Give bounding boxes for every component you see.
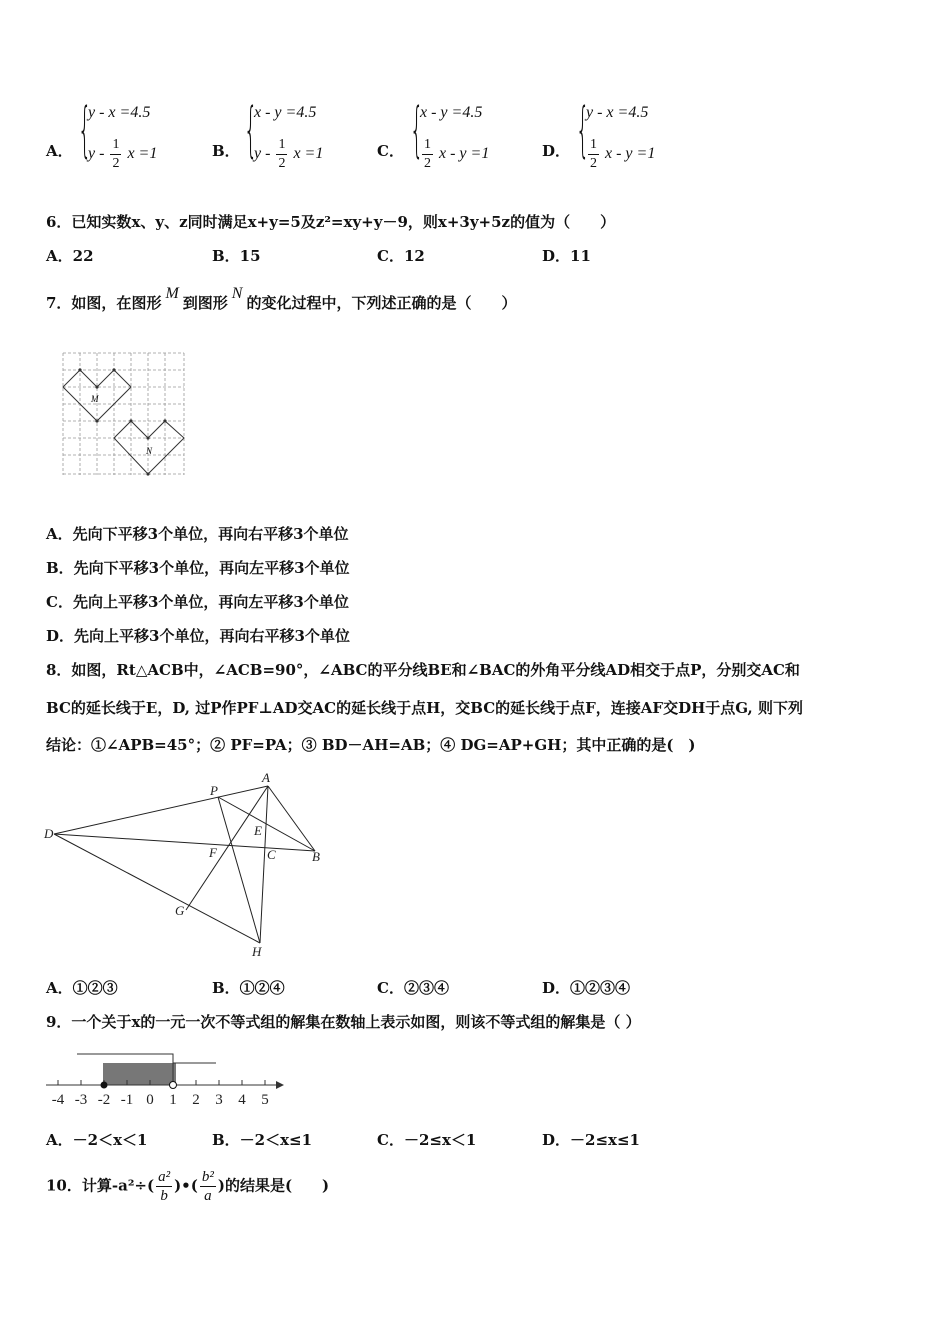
open-point-icon bbox=[170, 1082, 177, 1089]
q8-option-a: A．①②③ bbox=[46, 979, 118, 997]
q7-option-a: A．先向下平移3个单位，再向右平移3个单位 bbox=[46, 525, 349, 543]
brace-icon: { bbox=[576, 95, 590, 165]
brace-icon: { bbox=[410, 95, 424, 165]
label-b: B bbox=[312, 849, 320, 864]
svg-text:2: 2 bbox=[192, 1092, 200, 1108]
label-d: D bbox=[44, 826, 54, 841]
q8-option-d: D．①②③④ bbox=[542, 979, 631, 997]
q7-option-b: B．先向下平移3个单位，再向左平移3个单位 bbox=[46, 559, 350, 577]
q9-number-line bbox=[40, 1045, 300, 1115]
q10-stem: 10．计算-a²÷( $\frac{\text{a²}}{b}$ )•( $\frac{\text{b²}}{a}$ )的结果是( ) bbox=[46, 1169, 330, 1204]
q6-option-c: C．12 bbox=[377, 247, 425, 265]
q9-option-b: B．－2＜x≤1 bbox=[212, 1131, 313, 1149]
label-m: M bbox=[91, 394, 99, 404]
solution-shade bbox=[103, 1063, 176, 1085]
q5-option-a-label: A． bbox=[46, 142, 73, 160]
svg-text:5: 5 bbox=[261, 1092, 269, 1108]
svg-text:-4: -4 bbox=[51, 1092, 65, 1108]
q5-option-c-label: C． bbox=[377, 142, 404, 160]
q6-stem: 6．已知实数x、y、z同时满足x+y=5及z²=xy+y－9，则x+3y+5z的值为（ ） bbox=[46, 213, 616, 231]
q5-b-eq2: y - $\frac{1}{2}$ x =1 bbox=[254, 137, 324, 171]
svg-text:3: 3 bbox=[215, 1092, 223, 1108]
label-p: P bbox=[210, 783, 218, 798]
q5-option-b-label: B． bbox=[212, 142, 240, 160]
q9-option-a: A．－2＜x＜1 bbox=[46, 1131, 148, 1149]
q5-option-d-label: D． bbox=[542, 142, 571, 160]
q5-d-eq2: $\frac{1}{2}$ x - y =1 bbox=[590, 137, 656, 171]
label-a: A bbox=[262, 770, 270, 785]
svg-text:-2: -2 bbox=[97, 1092, 111, 1108]
q9-option-d: D．－2≤x≤1 bbox=[542, 1131, 640, 1149]
q8-stem-line1: 8．如图，Rt△ACB中，∠ACB=90°，∠ABC的平分线BE和∠BAC的外角平分线AD相交于点P，分别交AC和 bbox=[46, 661, 800, 679]
point-labels bbox=[43, 770, 320, 959]
q7-option-d: D．先向上平移3个单位，再向右平移3个单位 bbox=[46, 627, 350, 645]
q8-stem-line2: BC的延长线于E，D, 过P作PF⊥AD交AC的延长线于点H，交BC的延长线于点F，连接AF交DH于点G, 则下列 bbox=[46, 699, 803, 717]
vertex-dots bbox=[78, 368, 166, 475]
label-n: N bbox=[146, 446, 153, 456]
svg-text:1: 1 bbox=[169, 1092, 177, 1108]
svg-text:4: 4 bbox=[238, 1092, 246, 1108]
figure-lines bbox=[54, 786, 315, 943]
q5-c-eq1: x - y =4.5 bbox=[420, 104, 483, 121]
q6-option-a: A．22 bbox=[46, 247, 94, 265]
q8-triangle-figure bbox=[40, 765, 340, 965]
q8-option-c: C．②③④ bbox=[377, 979, 449, 997]
q8-stem-line3: 结论：①∠APB=45°；② PF=PA；③ BD－AH=AB；④ DG=AP+GH；其中正确的是( ) bbox=[46, 736, 696, 754]
svg-text:0: 0 bbox=[146, 1092, 154, 1108]
q8-option-b: B．①②④ bbox=[212, 979, 285, 997]
label-h: H bbox=[252, 944, 262, 959]
q5-a-eq1: y - x =4.5 bbox=[88, 104, 151, 121]
q7-stem: 7．如图，在图形M到图形N的变化过程中，下列述正确的是（ ） bbox=[46, 285, 517, 312]
label-e: E bbox=[254, 823, 262, 838]
tick-labels bbox=[52, 1092, 269, 1108]
q5-c-eq2: $\frac{1}{2}$ x - y =1 bbox=[424, 137, 490, 171]
arrow-right-icon bbox=[276, 1081, 284, 1089]
q5-b-eq1: x - y =4.5 bbox=[254, 104, 317, 121]
q7-grid-figure bbox=[60, 350, 190, 480]
svg-text:-3: -3 bbox=[74, 1092, 88, 1108]
brace-icon: { bbox=[244, 95, 258, 165]
label-g: G bbox=[175, 903, 185, 918]
closed-point-icon bbox=[101, 1082, 108, 1089]
q5-d-eq1: y - x =4.5 bbox=[586, 104, 649, 121]
q6-option-d: D．11 bbox=[542, 247, 591, 265]
q6-option-b: B．15 bbox=[212, 247, 261, 265]
label-f: F bbox=[209, 845, 217, 860]
q7-option-c: C．先向上平移3个单位，再向左平移3个单位 bbox=[46, 593, 349, 611]
q9-stem: 9．一个关于x的一元一次不等式组的解集在数轴上表示如图，则该不等式组的解集是（ ） bbox=[46, 1013, 641, 1031]
svg-text:-1: -1 bbox=[120, 1092, 134, 1108]
brace-icon: { bbox=[78, 95, 92, 165]
label-c: C bbox=[267, 847, 276, 862]
q5-a-eq2: y - $\frac{1}{2}$ x =1 bbox=[88, 137, 158, 171]
q9-option-c: C．－2≤x＜1 bbox=[377, 1131, 477, 1149]
